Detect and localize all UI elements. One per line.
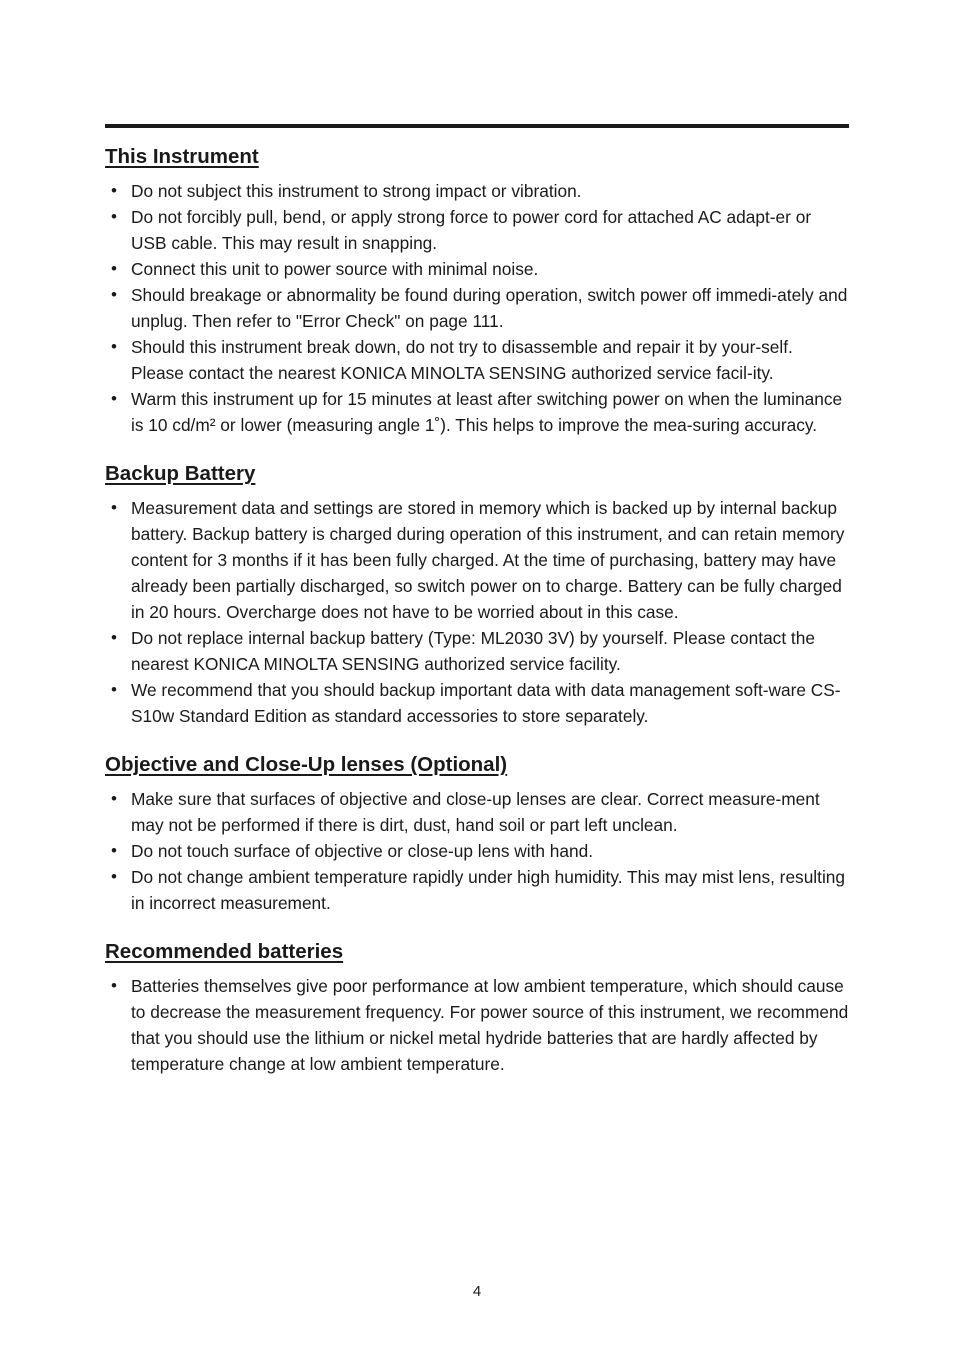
bullet-list <box>105 495 849 729</box>
list-item: • Measurement data and settings are stored in memory which is backed up by internal backup battery. Backup battery is charged during operation of this instrument, and can retain memory content for 3 months if it has been fully charged. At the time of purchasing, battery may have already been partially discharged, so switch power on to charge. Battery can be fully charged in 20 hours. Overcharge does not have to be worried about in this case. <box>105 495 849 625</box>
list-item: • Do not replace internal backup battery (Type: ML2030 3V) by yourself. Please contact the nearest KONICA MINOLTA SENSING authorized service facility. <box>105 625 849 677</box>
list-item: • Connect this unit to power source with minimal noise. <box>105 256 849 282</box>
section-backup-battery <box>105 459 849 729</box>
list-item: • Batteries themselves give poor performance at low ambient temperature, which should cause to decrease the measurement frequency. For power source of this instrument, we recommend that you should use the lithium or nickel metal hydride batteries that are hardly affected by temperature change at low ambient temperature. <box>105 973 849 1077</box>
list-item: • Make sure that surfaces of objective and close-up lenses are clear. Correct measure-ment may not be performed if there is dirt, dust, hand soil or part left unclean. <box>105 786 849 838</box>
list-item: • Should breakage or abnormality be found during operation, switch power off immedi-ately and unplug. Then refer to "Error Check" on page 111. <box>105 282 849 334</box>
list-item: • Warm this instrument up for 15 minutes at least after switching power on when the luminance is 10 cd/m² or lower (measuring angle 1˚). This helps to improve the mea-suring accuracy. <box>105 386 849 438</box>
section-this-instrument <box>105 142 849 438</box>
list-item: • We recommend that you should backup important data with data management soft-ware CS-S10w Standard Edition as standard accessories to store separately. <box>105 677 849 729</box>
section-heading: Backup Battery <box>105 462 256 485</box>
section-recommended-batteries <box>105 937 849 1077</box>
list-item: • Should this instrument break down, do not try to disassemble and repair it by your-self. Please contact the nearest KONICA MINOLTA SENSING authorized service facil-ity. <box>105 334 849 386</box>
top-rule <box>105 124 849 128</box>
bullet-list <box>105 973 849 1077</box>
bullet-list <box>105 178 849 438</box>
list-item: • Do not change ambient temperature rapidly under high humidity. This may mist lens, resulting in incorrect measurement. <box>105 864 849 916</box>
list-item: • Do not subject this instrument to strong impact or vibration. <box>105 178 849 204</box>
list-item: • Do not forcibly pull, bend, or apply strong force to power cord for attached AC adapt-er or USB cable. This may result in snapping. <box>105 204 849 256</box>
page-number: 4 <box>472 1283 482 1300</box>
bullet-list <box>105 786 849 916</box>
section-heading: Objective and Close-Up lenses (Optional) <box>105 753 508 776</box>
section-heading: This Instrument <box>105 145 259 168</box>
section-objective-lenses <box>105 750 849 916</box>
section-heading: Recommended batteries <box>105 940 344 963</box>
content-body <box>105 142 849 1098</box>
list-item: • Do not touch surface of objective or close-up lens with hand. <box>105 838 849 864</box>
